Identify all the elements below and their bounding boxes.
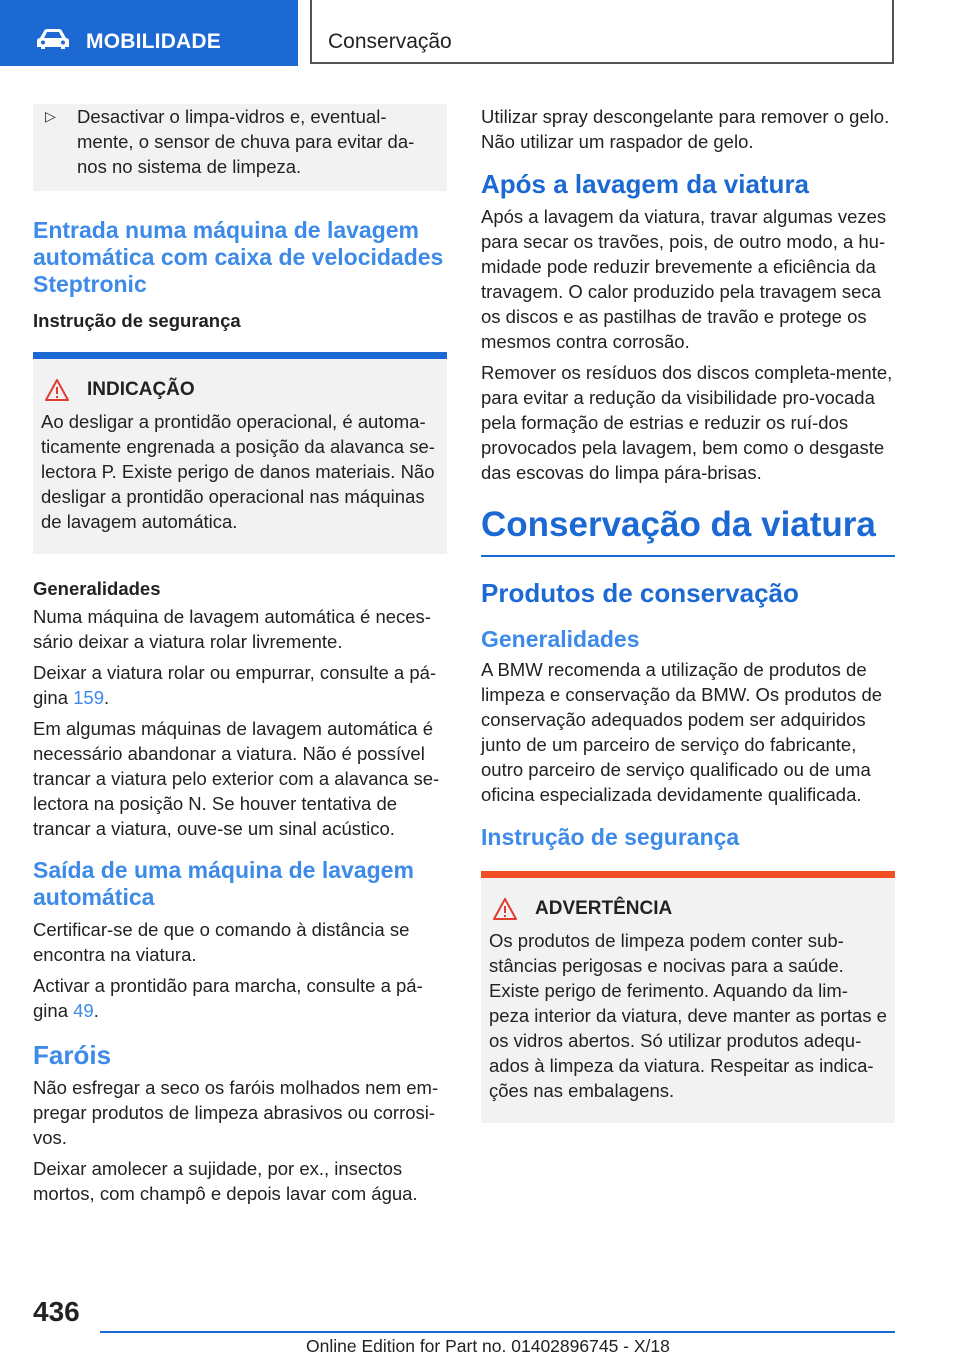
car-icon bbox=[36, 28, 70, 50]
warning-box bbox=[481, 871, 895, 1123]
notice-bar bbox=[33, 352, 447, 359]
bullet-box bbox=[33, 104, 447, 191]
paragraph-with-link: Deixar a viatura rolar ou empurrar, consulte a pá-gina 159. bbox=[33, 662, 437, 708]
right-column bbox=[481, 104, 895, 1147]
heading-general: Generalidades bbox=[33, 578, 161, 599]
paragraph: Deixar amolecer a sujidade, por ex., insectos mortos, com champô e depois lavar com água. bbox=[33, 1158, 418, 1204]
section-tab[interactable] bbox=[0, 0, 298, 66]
heading-safety-instruction: Instrução de segurança bbox=[481, 824, 740, 850]
paragraph: Remover os resíduos dos discos completa-mente, para evitar a redução da visibilidade pro-vocada pela formação de estrias e reduzir os ruí-dos provocados pela lavagem, bem como o desgaste das escovas do limpa pára-brisas. bbox=[481, 362, 893, 483]
warning-triangle-icon bbox=[45, 379, 69, 401]
page-link[interactable]: 159 bbox=[73, 687, 104, 708]
left-column bbox=[33, 104, 447, 1212]
paragraph: Não esfregar a seco os faróis molhados nem em-pregar produtos de limpeza abrasivos ou corrosi-vos. bbox=[33, 1077, 439, 1148]
triangle-bullet-icon: ▷ bbox=[45, 108, 56, 124]
heading-automatic-wash: Entrada numa máquina de lavagem automática com caixa de velocidades Steptronic bbox=[33, 217, 444, 297]
footer-divider bbox=[100, 1331, 895, 1333]
paragraph: Certificar-se de que o comando à distância se encontra na viatura. bbox=[33, 919, 410, 965]
header-title-box bbox=[310, 0, 894, 64]
section-tab-label: MOBILIDADE bbox=[86, 30, 221, 53]
footer-edition: Online Edition for Part no. 01402896745 - X/18 bbox=[306, 1336, 670, 1356]
heading-after-wash: Após a lavagem da viatura bbox=[481, 169, 810, 199]
page-header bbox=[0, 0, 960, 66]
paragraph: Após a lavagem da viatura, travar algumas vezes para secar os travões, pois, de outro modo, a hu-midade pode reduzir brevemente a eficiência da travagem. O calor produzido pela travagem seca os discos e as pastilhas de travão e protege os mesmos contra corrosão. bbox=[481, 206, 887, 352]
paragraph: Utilizar spray descongelante para remover o gelo. Não utilizar um raspador de gelo. bbox=[481, 106, 890, 152]
heading-headlights: Faróis bbox=[33, 1040, 112, 1070]
page-title: Conservação bbox=[328, 30, 452, 53]
paragraph: Numa máquina de lavagem automática é neces-sário deixar a viatura rolar livremente. bbox=[33, 606, 431, 652]
warning-triangle-icon bbox=[493, 898, 517, 920]
chapter-title: Conservação da viatura bbox=[481, 503, 895, 557]
heading-safety-instruction: Instrução de segurança bbox=[33, 310, 241, 331]
page-link[interactable]: 49 bbox=[73, 1000, 94, 1021]
notice-box bbox=[33, 352, 447, 554]
paragraph: Em algumas máquinas de lavagem automática é necessário abandonar a viatura. Não é possível trancar a viatura pelo exterior com a alavanca se-lectora na posição N. Se houver tentativa de trancar a viatura, ouve-se um sinal acústico. bbox=[33, 718, 440, 839]
warning-text: Os produtos de limpeza podem conter sub-stâncias perigosas e nocivas para a saúde. Existe perigo de ferimento. Aquando da lim-peza interior da viatura, deve manter as portas e os vidros abertos. Só utilizar produtos adequ-ados à limpeza da viatura. Respeitar as indica-ções nas embalagens. bbox=[489, 930, 887, 1101]
paragraph: A BMW recomenda a utilização de produtos de limpeza e conservação da BMW. Os produtos de conservação adequados podem ser adquiridos junto de um parceiro de serviço do fabricante, outro parceiro de serviço qualificado ou de uma oficina especializada devidamente qualificada. bbox=[481, 659, 883, 805]
heading-general: Generalidades bbox=[481, 626, 640, 652]
warning-bar bbox=[481, 871, 895, 878]
bullet-text: Desactivar o limpa-vidros e, eventual-mente, o sensor de chuva para evitar da-nos no sistema de limpeza. bbox=[77, 106, 415, 177]
page-number: 436 bbox=[33, 1296, 80, 1327]
heading-exit-wash: Saída de uma máquina de lavagem automática bbox=[33, 857, 414, 910]
notice-title: INDICAÇÃO bbox=[87, 379, 195, 400]
heading-care-products: Produtos de conservação bbox=[481, 578, 799, 608]
notice-text: Ao desligar a prontidão operacional, é automa-ticamente engrenada a posição da alavanca se-lectora P. Existe perigo de danos materiais. Não desligar a prontidão operacional nas máquinas de lavagem automática. bbox=[41, 411, 435, 532]
paragraph-with-link: Activar a prontidão para marcha, consulte a pá-gina 49. bbox=[33, 975, 423, 1021]
warning-title: ADVERTÊNCIA bbox=[535, 898, 673, 919]
